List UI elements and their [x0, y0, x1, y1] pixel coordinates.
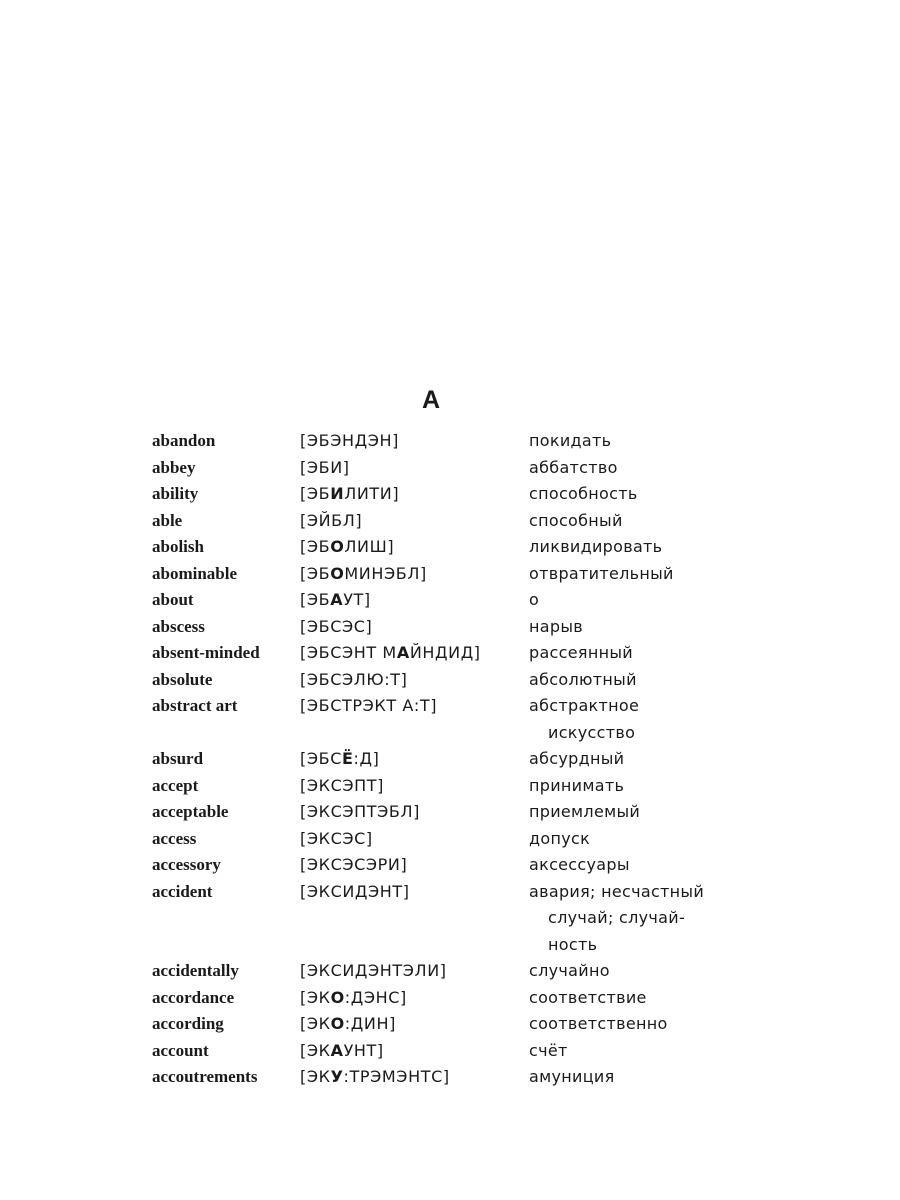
- dictionary-entry: [152, 587, 852, 614]
- translation-line: отвратительный: [529, 563, 674, 583]
- entry-pronunciation: [300, 1064, 530, 1091]
- dictionary-entry: [152, 561, 852, 588]
- entry-pronunciation: [300, 879, 530, 906]
- stressed-syllable: У: [330, 1067, 344, 1086]
- translation-line: абстрактное: [529, 696, 640, 715]
- entry-translation: [529, 481, 719, 508]
- dictionary-entry: [152, 640, 852, 667]
- entry-word: according: [152, 1014, 224, 1033]
- entry-pronunciation: [300, 799, 530, 826]
- entry-pronunciation: [300, 534, 530, 561]
- translation-line: счёт: [529, 1040, 568, 1060]
- translation-line: абсурдный: [529, 749, 625, 768]
- translation-line: рассеянный: [529, 643, 633, 662]
- translation-line: ликвидировать: [529, 537, 663, 556]
- stressed-syllable: А: [396, 643, 410, 662]
- entry-word: absurd: [152, 749, 204, 768]
- pronunciation-segment: [ЭК: [300, 1040, 331, 1060]
- entry-word: about: [152, 590, 194, 609]
- entry-word: absolute: [152, 669, 213, 689]
- dictionary-entry: [152, 614, 852, 641]
- stressed-syllable: А: [330, 590, 344, 609]
- entry-translation: [529, 561, 719, 588]
- entry-translation: [529, 826, 719, 853]
- entry-word: abstract art: [152, 696, 238, 715]
- dictionary-entry: [152, 481, 852, 508]
- pronunciation-segment: [ЭБСЭЛЮ:Т]: [300, 669, 408, 689]
- pronunciation-segment: [ЭКСИДЭНТЭЛИ]: [300, 961, 447, 980]
- dictionary-entries: [152, 428, 852, 1091]
- entry-translation: [529, 587, 719, 614]
- entry-word: accordance: [152, 987, 235, 1007]
- entry-translation: [529, 455, 719, 482]
- entry-word: accident: [152, 881, 213, 901]
- pronunciation-segment: ЙНДИД]: [409, 643, 481, 662]
- pronunciation-segment: [ЭК: [300, 1014, 331, 1033]
- entry-pronunciation: [300, 1038, 530, 1065]
- dictionary-entry: [152, 693, 852, 746]
- dictionary-entry: [152, 667, 852, 694]
- pronunciation-segment: ЛИШ]: [344, 537, 395, 556]
- pronunciation-segment: МИНЭБЛ]: [344, 563, 427, 583]
- stressed-syllable: О: [330, 563, 345, 583]
- pronunciation-segment: [ЭБС: [300, 749, 342, 768]
- pronunciation-segment: [ЭБ: [300, 563, 331, 583]
- translation-line: случайно: [529, 961, 610, 980]
- entry-pronunciation: [300, 455, 530, 482]
- stressed-syllable: А: [330, 1040, 344, 1060]
- stressed-syllable: О: [330, 537, 345, 556]
- pronunciation-segment: ЛИТИ]: [344, 484, 400, 503]
- pronunciation-segment: [ЭБ: [300, 484, 331, 503]
- stressed-syllable: О: [330, 987, 345, 1007]
- entry-translation: [529, 1038, 719, 1065]
- entry-translation: [529, 693, 719, 746]
- entry-word: ability: [152, 484, 199, 503]
- translation-line: принимать: [529, 775, 625, 795]
- pronunciation-segment: [ЭКСЭС]: [300, 828, 373, 848]
- dictionary-entry: [152, 534, 852, 561]
- pronunciation-segment: :Д]: [353, 749, 380, 768]
- entry-pronunciation: [300, 985, 530, 1012]
- entry-pronunciation: [300, 746, 530, 773]
- entry-translation: [529, 534, 719, 561]
- dictionary-entry: [152, 428, 852, 455]
- entry-translation: [529, 1064, 719, 1091]
- pronunciation-segment: :ДЭНС]: [344, 987, 407, 1007]
- pronunciation-segment: [ЭБСТРЭКТ А:Т]: [300, 696, 438, 715]
- entry-translation: [529, 640, 719, 667]
- entry-translation: [529, 958, 719, 985]
- entry-pronunciation: [300, 852, 530, 879]
- dictionary-entry: [152, 1064, 852, 1091]
- entry-word: absent-minded: [152, 643, 260, 662]
- stressed-syllable: Ё: [341, 749, 354, 768]
- pronunciation-segment: [ЭБИ]: [300, 457, 350, 477]
- translation-line: соответствие: [529, 987, 647, 1007]
- entry-word: abominable: [152, 563, 238, 583]
- translation-line: о: [529, 590, 540, 609]
- pronunciation-segment: [ЭБСЭС]: [300, 616, 373, 636]
- dictionary-entry: [152, 958, 852, 985]
- translation-line: нарыв: [529, 616, 583, 636]
- entry-word: abolish: [152, 537, 204, 556]
- dictionary-entry: [152, 985, 852, 1012]
- dictionary-entry: [152, 746, 852, 773]
- dictionary-entry: [152, 455, 852, 482]
- entry-pronunciation: [300, 826, 530, 853]
- translation-line: покидать: [529, 431, 612, 450]
- entry-word: abandon: [152, 431, 216, 450]
- entry-pronunciation: [300, 693, 530, 720]
- section-letter-heading: A: [421, 386, 441, 414]
- pronunciation-segment: [ЭКСЭСЭРИ]: [300, 855, 408, 874]
- entry-pronunciation: [300, 640, 530, 667]
- dictionary-entry: [152, 852, 852, 879]
- entry-pronunciation: [300, 428, 530, 455]
- entry-word: accidentally: [152, 961, 239, 980]
- dictionary-entry: [152, 773, 852, 800]
- entry-word: accept: [152, 775, 199, 795]
- pronunciation-segment: УНТ]: [343, 1040, 384, 1060]
- entry-word: abscess: [152, 616, 205, 636]
- entry-word: accoutrements: [152, 1067, 258, 1086]
- stressed-syllable: О: [330, 1014, 345, 1033]
- translation-line: способность: [529, 484, 638, 503]
- dictionary-entry: [152, 879, 852, 959]
- pronunciation-segment: [ЭКСЭПТ]: [300, 775, 384, 795]
- pronunciation-segment: [ЭБСЭНТ М: [300, 643, 397, 662]
- pronunciation-segment: [ЭБЭНДЭН]: [300, 431, 399, 450]
- translation-line: авария; несчастный: [529, 881, 705, 901]
- entry-translation: [529, 879, 719, 959]
- pronunciation-segment: [ЭЙБЛ]: [300, 510, 363, 530]
- entry-translation: [529, 985, 719, 1012]
- pronunciation-segment: УТ]: [343, 590, 371, 609]
- entry-pronunciation: [300, 561, 530, 588]
- pronunciation-segment: [ЭБ: [300, 537, 331, 556]
- translation-line: случай; случай-: [548, 908, 686, 927]
- entry-word: account: [152, 1040, 209, 1060]
- pronunciation-segment: :ТРЭМЭНТС]: [343, 1067, 450, 1086]
- translation-line: ность: [548, 934, 598, 954]
- entry-word: abbey: [152, 457, 196, 477]
- translation-line: приемлемый: [529, 802, 641, 821]
- entry-word: access: [152, 828, 197, 848]
- entry-translation: [529, 799, 719, 826]
- dictionary-entry: [152, 799, 852, 826]
- translation-line: способный: [529, 510, 623, 530]
- dictionary-entry: [152, 1011, 852, 1038]
- entry-translation: [529, 746, 719, 773]
- dictionary-entry: [152, 1038, 852, 1065]
- entry-translation: [529, 1011, 719, 1038]
- pronunciation-segment: [ЭКСИДЭНТ]: [300, 881, 410, 901]
- translation-line: аббатство: [529, 457, 618, 477]
- translation-line: соответственно: [529, 1014, 668, 1033]
- entry-pronunciation: [300, 481, 530, 508]
- entry-pronunciation: [300, 1011, 530, 1038]
- translation-line: аксессуары: [529, 855, 630, 874]
- pronunciation-segment: [ЭК: [300, 987, 331, 1007]
- entry-word: acceptable: [152, 802, 229, 821]
- translation-line: абсолютный: [529, 669, 637, 689]
- entry-translation: [529, 508, 719, 535]
- translation-line: допуск: [529, 828, 591, 848]
- entry-translation: [529, 852, 719, 879]
- entry-word: accessory: [152, 855, 221, 874]
- pronunciation-segment: [ЭК: [300, 1067, 331, 1086]
- entry-pronunciation: [300, 958, 530, 985]
- dictionary-entry: [152, 508, 852, 535]
- entry-translation: [529, 667, 719, 694]
- entry-pronunciation: [300, 667, 530, 694]
- stressed-syllable: И: [330, 484, 345, 503]
- entry-translation: [529, 614, 719, 641]
- translation-line: искусство: [548, 722, 636, 742]
- entry-pronunciation: [300, 508, 530, 535]
- pronunciation-segment: :ДИН]: [344, 1014, 396, 1033]
- pronunciation-segment: [ЭБ: [300, 590, 331, 609]
- translation-line: амуниция: [529, 1067, 615, 1086]
- entry-pronunciation: [300, 587, 530, 614]
- pronunciation-segment: [ЭКСЭПТЭБЛ]: [300, 802, 420, 821]
- dictionary-entry: [152, 826, 852, 853]
- entry-pronunciation: [300, 773, 530, 800]
- entry-translation: [529, 773, 719, 800]
- entry-pronunciation: [300, 614, 530, 641]
- entry-word: able: [152, 510, 183, 530]
- entry-translation: [529, 428, 719, 455]
